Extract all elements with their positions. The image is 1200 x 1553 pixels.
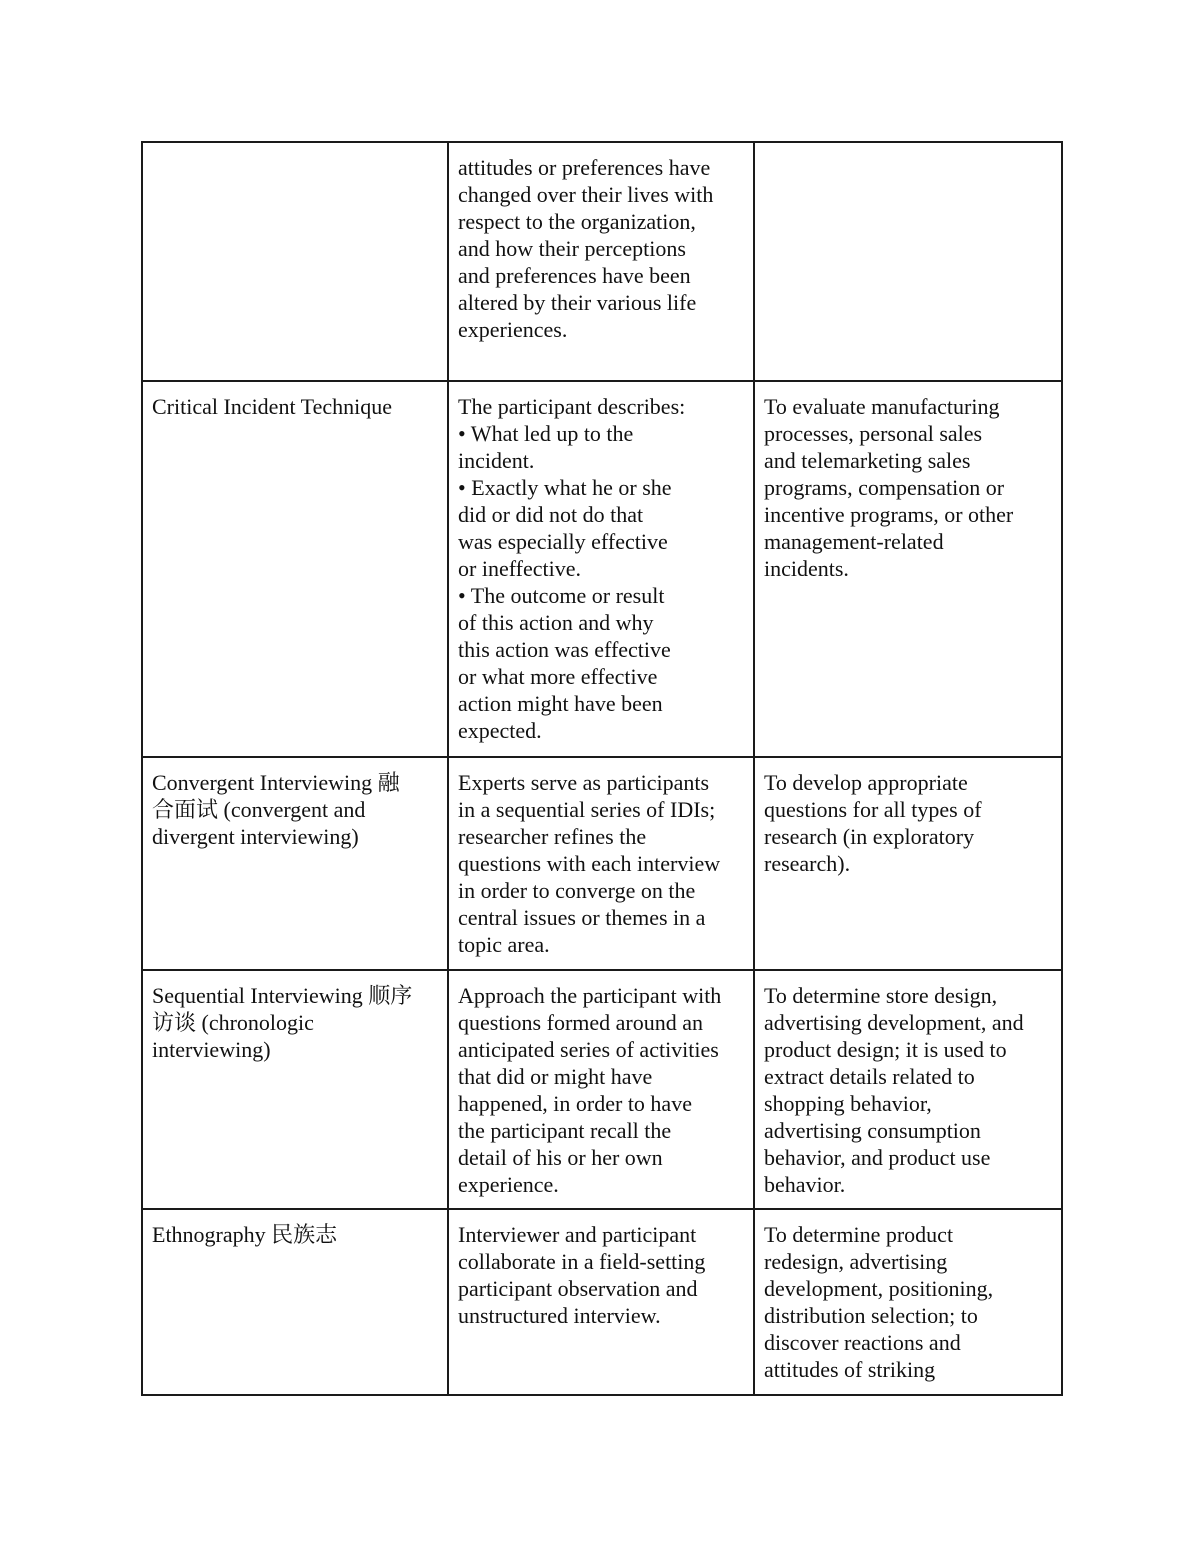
- table-row: [142, 381, 1062, 757]
- technique-cell: Convergent Interviewing 融 合面试 (convergent and divergent interviewing): [142, 757, 448, 970]
- description-cell: The participant describes: • What led up to the incident. • Exactly what he or she did or did not do that was especially effective or ineffective. • The outcome or result of this action and why this action was effective or what more effective action might have been expected.: [448, 381, 754, 757]
- table-row: [142, 757, 1062, 970]
- application-cell: To determine store design, advertising development, and product design; it is used to extract details related to shopping behavior, advertising consumption behavior, and product use behavior.: [754, 970, 1062, 1209]
- description-cell: Interviewer and participant collaborate in a field-setting participant observation and unstructured interview.: [448, 1209, 754, 1395]
- application-cell: [754, 142, 1062, 381]
- description-cell: attitudes or preferences have changed over their lives with respect to the organization, and how their perceptions and preferences have been altered by their various life experiences.: [448, 142, 754, 381]
- table-row: [142, 1209, 1062, 1395]
- application-cell: To develop appropriate questions for all types of research (in exploratory research).: [754, 757, 1062, 970]
- table-row: [142, 142, 1062, 381]
- description-cell: Approach the participant with questions formed around an anticipated series of activities that did or might have happened, in order to have the participant recall the detail of his or her own experience.: [448, 970, 754, 1209]
- application-cell: To determine product redesign, advertising development, positioning, distribution selection; to discover reactions and attitudes of striking: [754, 1209, 1062, 1395]
- description-cell: Experts serve as participants in a sequential series of IDIs; researcher refines the questions with each interview in order to converge on the central issues or themes in a topic area.: [448, 757, 754, 970]
- technique-cell: [142, 142, 448, 381]
- technique-cell: Critical Incident Technique: [142, 381, 448, 757]
- interview-techniques-table: [141, 141, 1063, 1396]
- table-row: [142, 970, 1062, 1209]
- technique-cell: Ethnography 民族志: [142, 1209, 448, 1395]
- application-cell: To evaluate manufacturing processes, personal sales and telemarketing sales programs, compensation or incentive programs, or other management-related incidents.: [754, 381, 1062, 757]
- technique-cell: Sequential Interviewing 顺序 访谈 (chronologic interviewing): [142, 970, 448, 1209]
